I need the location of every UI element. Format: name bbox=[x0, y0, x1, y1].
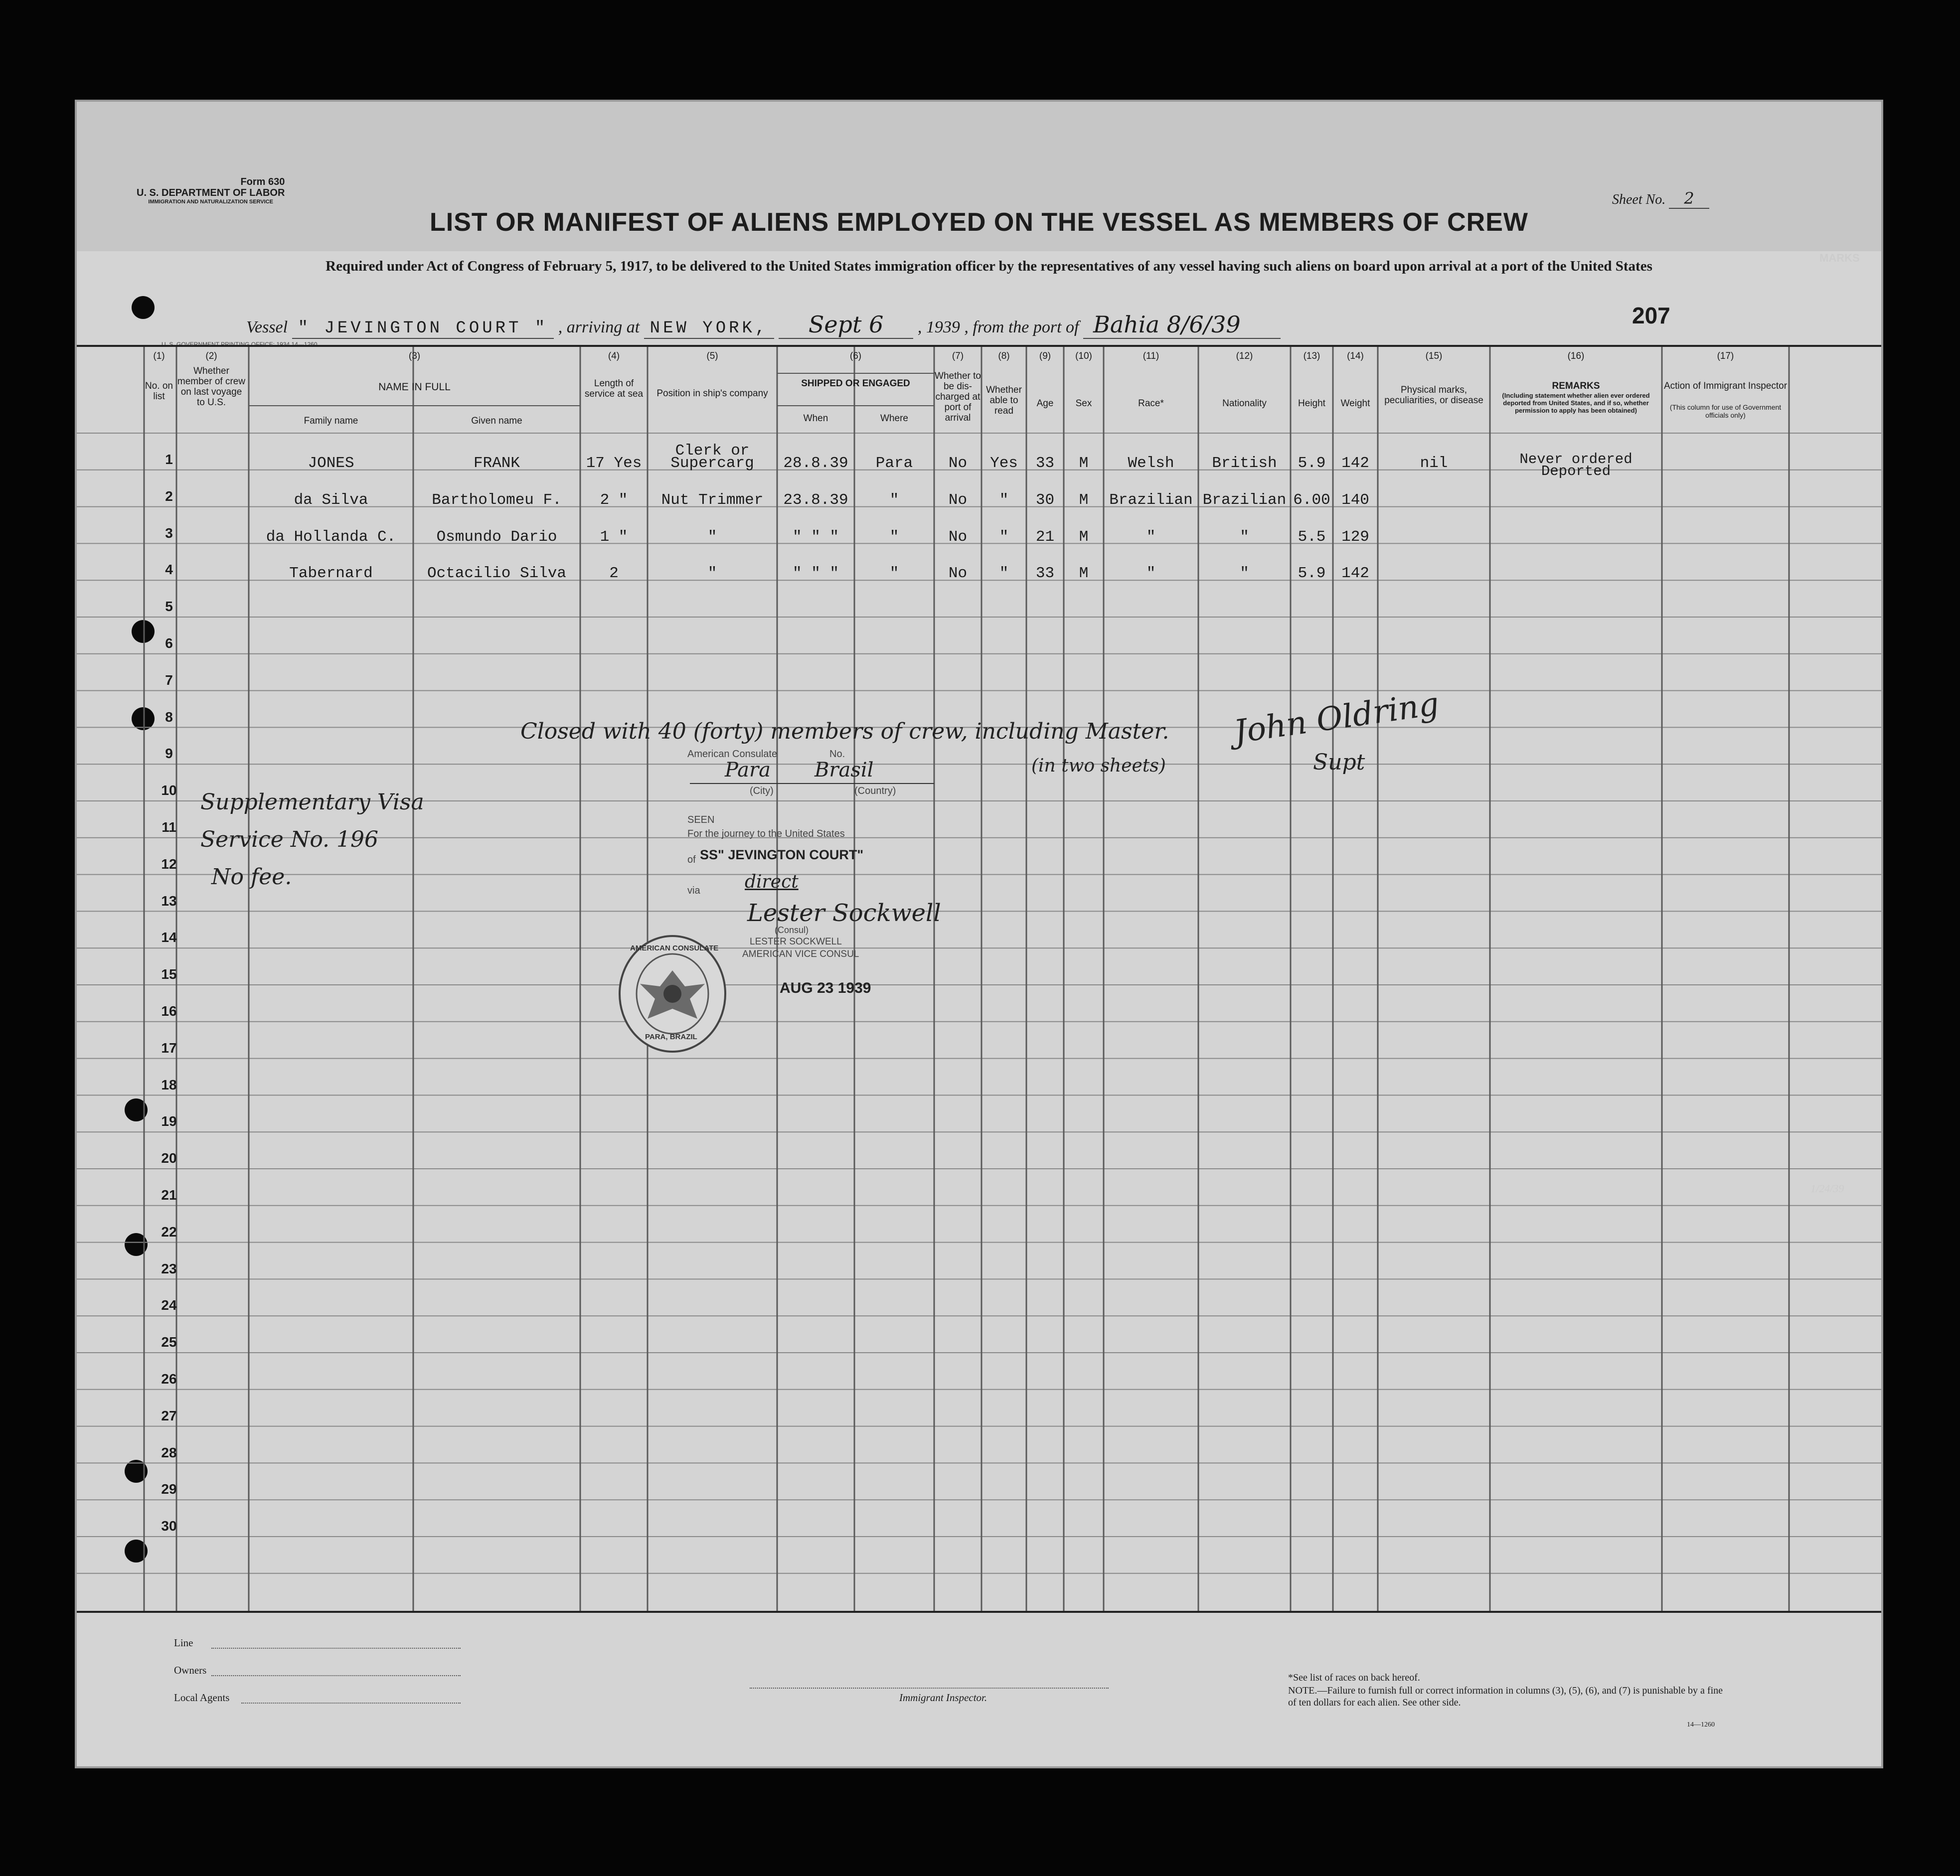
visa-service-number: Service No. 196 bbox=[200, 827, 378, 852]
header-able-to-read: Whether able to read bbox=[986, 385, 1022, 416]
cell-height: 5.9 bbox=[1298, 565, 1326, 583]
column-number: (13) bbox=[1303, 351, 1320, 361]
cell-family: Tabernard bbox=[289, 565, 373, 583]
cell-position: Nut Trimmer bbox=[661, 491, 764, 509]
cell-family: da Hollanda C. bbox=[266, 528, 396, 546]
arrival-port: NEW YORK, bbox=[644, 319, 775, 339]
from-port-label: , from the port of bbox=[964, 318, 1079, 336]
column-number: (17) bbox=[1717, 351, 1734, 361]
row-number: 23 bbox=[161, 1260, 177, 1276]
consul-signature: Lester Sockwell bbox=[747, 899, 941, 927]
row-number: 17 bbox=[161, 1040, 177, 1056]
row-number: 1 bbox=[165, 452, 173, 467]
header-given-name: Given name bbox=[471, 416, 522, 426]
cell-weight: 142 bbox=[1341, 455, 1369, 472]
cell-given: FRANK bbox=[473, 455, 520, 472]
seal-bottom-text: PARA, BRAZIL bbox=[645, 1033, 697, 1041]
footer-line-label: Line bbox=[174, 1637, 193, 1649]
cell-race: " bbox=[1146, 565, 1156, 583]
cell-where: " bbox=[889, 491, 899, 509]
cell-position: " bbox=[707, 528, 717, 546]
printer-line: U. S. GOVERNMENT PRINTING OFFICE: 1934 14—1260 bbox=[162, 341, 318, 348]
arriving-label: , arriving at bbox=[558, 318, 640, 336]
column-number: (12) bbox=[1236, 351, 1253, 361]
consul-typed-name: LESTER SOCKWELL bbox=[750, 937, 842, 947]
header-where: Where bbox=[880, 413, 908, 424]
row-number: 4 bbox=[165, 562, 173, 578]
row-number: 27 bbox=[161, 1407, 177, 1423]
cell-weight: 142 bbox=[1341, 565, 1369, 583]
cell-nationality: " bbox=[1240, 528, 1249, 546]
row-number: 19 bbox=[161, 1113, 177, 1129]
cell-discharged: No bbox=[948, 455, 968, 472]
column-number: (1) bbox=[153, 351, 165, 361]
row-number: 7 bbox=[165, 672, 173, 688]
cell-read: " bbox=[999, 565, 1009, 583]
column-number: (9) bbox=[1039, 351, 1051, 361]
arrival-year: , 1939 bbox=[917, 318, 960, 336]
row-number: 16 bbox=[161, 1003, 177, 1019]
cell-weight: 140 bbox=[1341, 491, 1369, 509]
header-remarks: REMARKS bbox=[1552, 381, 1600, 391]
row-number: 18 bbox=[161, 1077, 177, 1093]
header-when: When bbox=[803, 413, 828, 424]
journey-route: direct bbox=[745, 872, 799, 892]
cell-race: " bbox=[1146, 528, 1156, 546]
consulate-number-label: No. bbox=[829, 749, 845, 760]
row-number: 21 bbox=[161, 1187, 177, 1203]
document-title: LIST OR MANIFEST OF ALIENS EMPLOYED ON THE VESSEL AS MEMBERS OF CREW bbox=[430, 208, 1528, 237]
header-physical-marks: Physical marks, peculiarities, or disease bbox=[1384, 385, 1483, 406]
immigrant-inspector-label: Immigrant Inspector. bbox=[899, 1692, 987, 1704]
header-weight: Weight bbox=[1340, 398, 1370, 409]
column-number: (2) bbox=[205, 351, 217, 361]
vessel-label: Vessel bbox=[246, 318, 288, 336]
column-number: (5) bbox=[706, 351, 718, 361]
page-number: 207 bbox=[1632, 303, 1670, 328]
of-label: of bbox=[687, 854, 696, 865]
column-number: (3) bbox=[408, 351, 421, 361]
journey-vessel: SS" JEVINGTON COURT" bbox=[700, 847, 864, 862]
cell-marks: nil bbox=[1420, 455, 1448, 472]
header-race: Race* bbox=[1138, 398, 1164, 409]
form-number: Form 630 bbox=[240, 176, 285, 187]
cell-when: " " " bbox=[792, 565, 839, 583]
cell-service: 1 " bbox=[600, 528, 628, 546]
row-number: 6 bbox=[165, 635, 173, 651]
cell-discharged: No bbox=[948, 565, 968, 583]
column-number: (11) bbox=[1143, 351, 1159, 361]
row-number: 3 bbox=[165, 525, 173, 541]
cell-remarks: Never ordered Deported bbox=[1519, 451, 1633, 479]
consul-label: (Consul) bbox=[775, 925, 809, 935]
cell-read: " bbox=[999, 528, 1009, 546]
cell-read: " bbox=[999, 491, 1009, 509]
cell-age: 21 bbox=[1035, 528, 1055, 546]
header-name-in-full: NAME IN FULL bbox=[378, 381, 451, 393]
cell-race: Brazilian bbox=[1109, 491, 1193, 509]
header-discharged: Whether to be dis-charged at port of arrival bbox=[935, 371, 981, 423]
cell-sex: M bbox=[1079, 565, 1089, 583]
visa-note: Supplementary Visa bbox=[200, 789, 424, 815]
row-number: 5 bbox=[165, 599, 173, 615]
header-height: Height bbox=[1298, 398, 1325, 409]
cell-sex: M bbox=[1079, 491, 1089, 509]
row-number: 10 bbox=[161, 782, 177, 798]
cell-when: 28.8.39 bbox=[783, 455, 848, 472]
cell-discharged: No bbox=[948, 491, 968, 509]
cell-service: 2 " bbox=[600, 491, 628, 509]
cell-nationality: British bbox=[1212, 455, 1277, 472]
column-number: (16) bbox=[1567, 351, 1585, 361]
row-number: 22 bbox=[161, 1224, 177, 1240]
consul-typed-title: AMERICAN VICE CONSUL bbox=[742, 949, 859, 959]
cell-age: 33 bbox=[1035, 565, 1055, 583]
row-number: 9 bbox=[165, 746, 173, 762]
cell-sex: M bbox=[1079, 528, 1089, 546]
owners-rule bbox=[211, 1675, 461, 1676]
cell-height: 5.5 bbox=[1298, 528, 1326, 546]
row-number: 29 bbox=[161, 1481, 177, 1497]
header-shipped-or-engaged: SHIPPED OR ENGAGED bbox=[801, 378, 910, 389]
column-number: (14) bbox=[1347, 351, 1364, 361]
row-number: 12 bbox=[161, 856, 177, 872]
cell-position: Supercarg bbox=[670, 455, 754, 472]
row-number: 8 bbox=[165, 709, 173, 725]
department-name: U. S. DEPARTMENT OF LABOR bbox=[137, 187, 285, 198]
seen-label: SEEN bbox=[687, 814, 715, 825]
sheet-number-label: Sheet No. bbox=[1612, 192, 1666, 207]
cell-sex: M bbox=[1079, 455, 1089, 472]
cell-nationality: " bbox=[1240, 565, 1249, 583]
cell-family: JONES bbox=[308, 455, 354, 472]
adjacent-sheet-marks: MARKS bbox=[1819, 252, 1860, 264]
header-nationality: Nationality bbox=[1222, 398, 1267, 409]
row-number: 2 bbox=[165, 488, 173, 504]
consulate-header: American Consulate bbox=[687, 749, 778, 760]
cell-nationality: Brazilian bbox=[1202, 491, 1287, 509]
row-number: 30 bbox=[161, 1518, 177, 1534]
header-inspector-action: Action of Immigrant Inspector bbox=[1663, 381, 1788, 391]
row-number: 14 bbox=[161, 930, 177, 945]
row-number: 28 bbox=[161, 1444, 177, 1460]
city-rule bbox=[690, 783, 934, 784]
country-label: (Country) bbox=[854, 785, 896, 796]
row-number: 13 bbox=[161, 893, 177, 909]
sheets-note: (in two sheets) bbox=[1031, 756, 1166, 776]
row-number: 26 bbox=[161, 1371, 177, 1387]
cell-given: Octacilio Silva bbox=[427, 565, 567, 583]
service-name: IMMIGRATION AND NATURALIZATION SERVICE bbox=[148, 199, 273, 205]
cell-position: " bbox=[707, 565, 717, 583]
header-family-name: Family name bbox=[304, 416, 358, 426]
header-inspector-note: (This column for use of Government officials only) bbox=[1669, 403, 1782, 419]
cell-family: da Silva bbox=[294, 491, 368, 509]
column-number: (15) bbox=[1425, 351, 1443, 361]
vessel-name: " JEVINGTON COURT " bbox=[292, 319, 554, 339]
cell-where: " bbox=[889, 528, 899, 546]
cell-given: Bartholomeu F. bbox=[432, 491, 562, 509]
cell-when: 23.8.39 bbox=[783, 491, 848, 509]
consulate-date-stamp: AUG 23 1939 bbox=[780, 980, 871, 996]
header-position: Position in ship's company bbox=[656, 388, 768, 399]
agents-rule bbox=[241, 1703, 461, 1704]
header-length-of-service: Length of service at sea bbox=[584, 378, 644, 399]
footer-agents-label: Local Agents bbox=[174, 1692, 230, 1704]
adjacent-sheet-date: 1/24/39 bbox=[1810, 1182, 1844, 1195]
cell-service: 17 Yes bbox=[586, 455, 642, 472]
departure-port: Bahia 8/6/39 bbox=[1083, 311, 1281, 339]
position-prefix: Clerk or bbox=[675, 442, 750, 460]
cell-where: " bbox=[889, 565, 899, 583]
row-number: 24 bbox=[161, 1297, 177, 1313]
arrival-date: Sept 6 bbox=[779, 311, 914, 339]
column-number: (7) bbox=[952, 351, 964, 361]
cell-age: 30 bbox=[1035, 491, 1055, 509]
seal-top-text: AMERICAN CONSULATE bbox=[630, 944, 719, 952]
footer-owners-label: Owners bbox=[174, 1664, 207, 1676]
cell-read: Yes bbox=[990, 455, 1018, 472]
row-number: 11 bbox=[162, 819, 176, 835]
journey-label: For the journey to the United States bbox=[687, 828, 845, 839]
row-number: 20 bbox=[161, 1150, 177, 1166]
column-number: (4) bbox=[608, 351, 620, 361]
visa-fee-note: No fee. bbox=[211, 864, 292, 890]
signature-title: Supt bbox=[1313, 750, 1365, 775]
via-label: via bbox=[687, 885, 700, 896]
consulate-city: Para bbox=[725, 759, 771, 782]
manifest-sheet bbox=[75, 100, 1883, 1768]
column-number: (6) bbox=[849, 351, 862, 361]
cell-service: 2 bbox=[609, 565, 619, 583]
document-subtitle: Required under Act of Congress of February 5, 1917, to be delivered to the United States immigration officer by the representatives of any vessel having such aliens on board upon arrival at a port of the United States bbox=[326, 258, 1652, 274]
cell-when: " " " bbox=[792, 528, 839, 546]
row-number: 25 bbox=[161, 1334, 177, 1350]
sheet-number-value: 2 bbox=[1669, 189, 1709, 209]
master-signature: John Oldring bbox=[1231, 685, 1442, 751]
races-note: *See list of races on back hereof. bbox=[1288, 1672, 1420, 1683]
header-sex: Sex bbox=[1075, 398, 1092, 409]
header-remarks-note: (Including statement whether alien ever ordered deported from United States, and if so, whether permission to apply has been obtained) bbox=[1502, 392, 1650, 414]
column-number: (10) bbox=[1075, 351, 1092, 361]
header-list-number: No. on list bbox=[145, 381, 173, 402]
cell-discharged: No bbox=[948, 528, 968, 546]
form-code: 14—1260 bbox=[1687, 1721, 1715, 1728]
cell-age: 33 bbox=[1035, 455, 1055, 472]
cell-race: Welsh bbox=[1128, 455, 1174, 472]
header-age: Age bbox=[1036, 398, 1054, 409]
header-last-voyage: Whether member of crew on last voyage to U.S. bbox=[177, 366, 246, 408]
cell-height: 6.00 bbox=[1293, 491, 1330, 509]
closed-note: Closed with 40 (forty) members of crew, including Master. bbox=[520, 719, 1169, 744]
cell-weight: 129 bbox=[1341, 528, 1369, 546]
column-number: (8) bbox=[998, 351, 1010, 361]
consulate-country: Brasil bbox=[815, 759, 874, 782]
cell-height: 5.9 bbox=[1298, 455, 1326, 472]
row-number: 15 bbox=[161, 966, 177, 982]
city-label: (City) bbox=[750, 785, 774, 796]
cell-given: Osmundo Dario bbox=[436, 528, 557, 546]
inspector-rule bbox=[750, 1688, 1109, 1689]
penalty-note: NOTE.—Failure to furnish full or correct information in columns (3), (5), (6), and (7) is punishable by a fine of ten dollars for each alien. See other side. bbox=[1288, 1685, 1723, 1708]
line-rule bbox=[211, 1648, 461, 1649]
cell-where: Para bbox=[875, 455, 913, 472]
